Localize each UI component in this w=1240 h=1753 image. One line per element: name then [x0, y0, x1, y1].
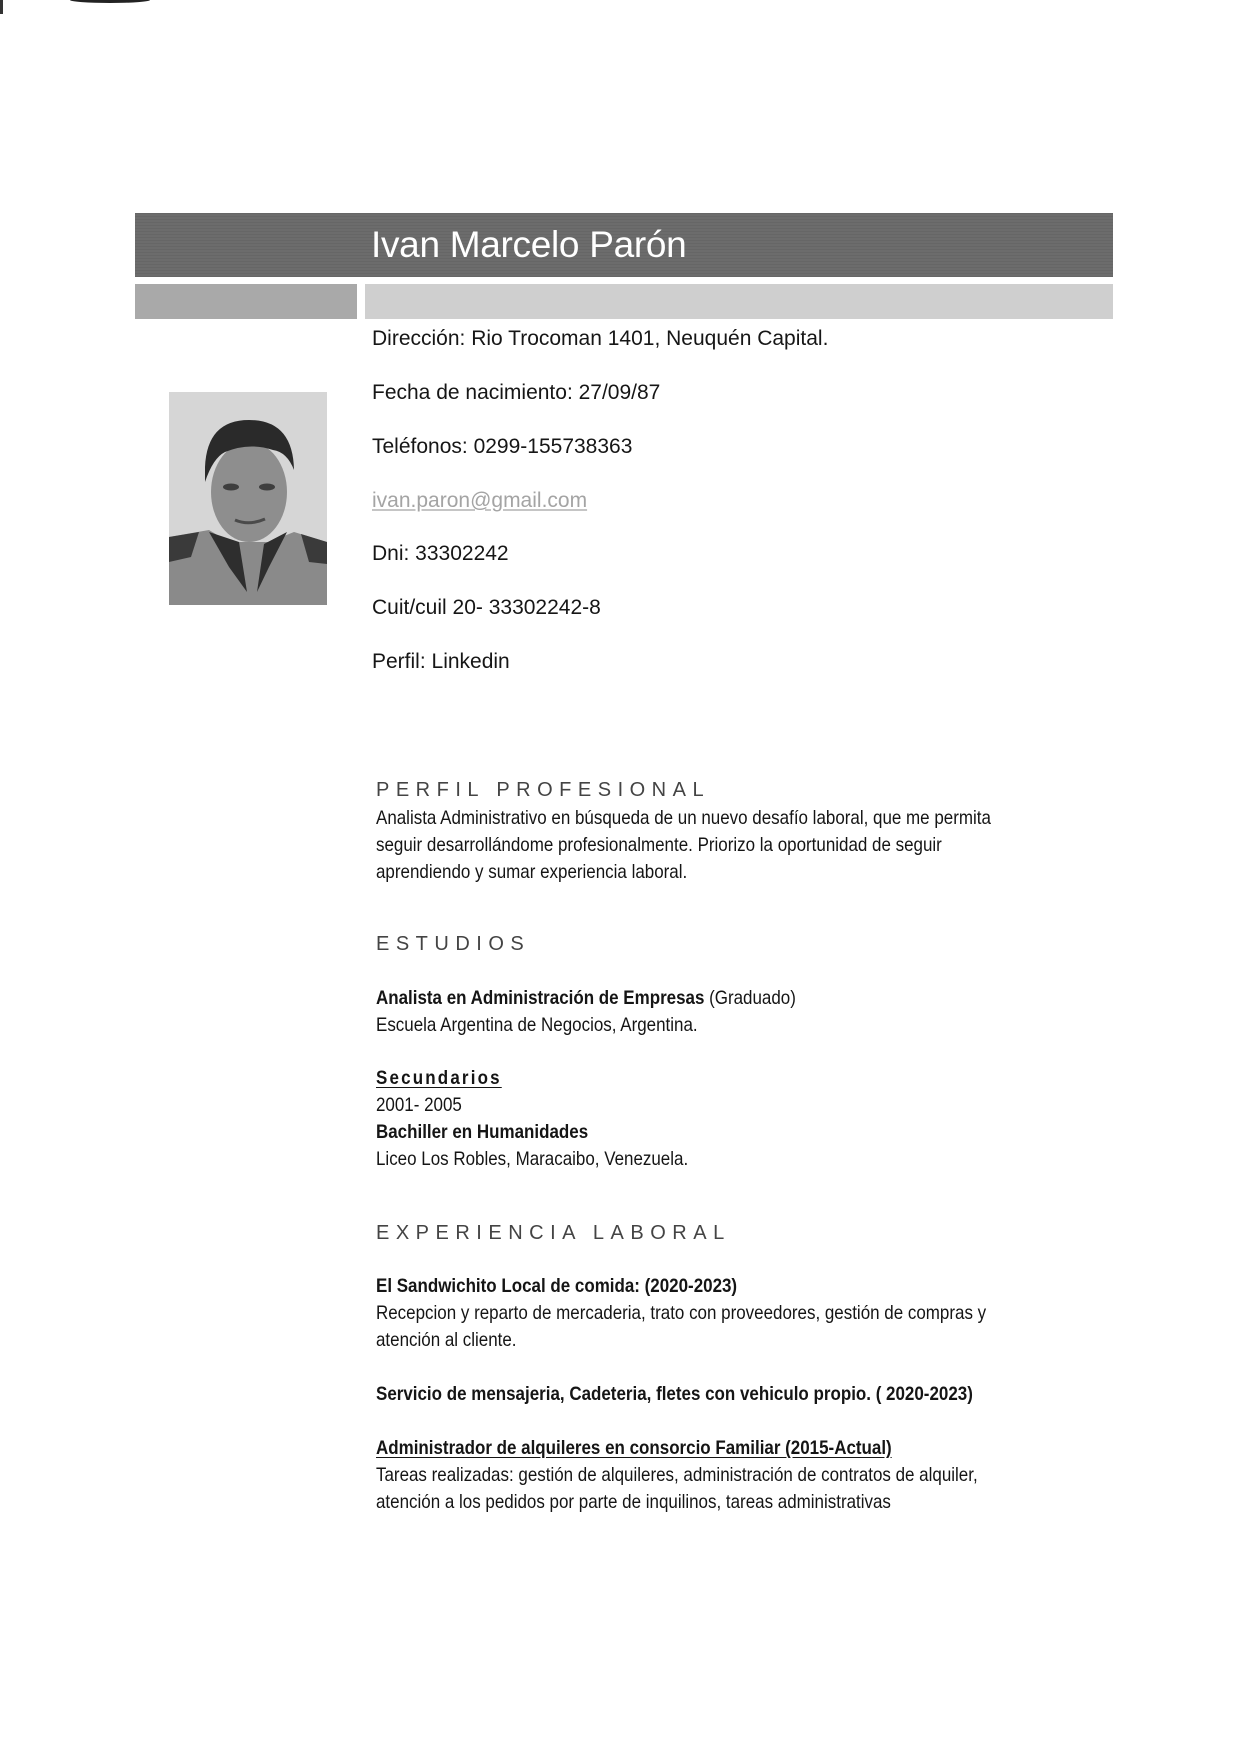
job-line: Recepcion y reparto de mercaderia, trato con proveedores, gestión de compras y — [376, 1302, 987, 1324]
profile-photo — [169, 392, 327, 605]
linkedin-profile[interactable]: Perfil: Linkedin — [372, 650, 510, 673]
job-line: Tareas realizadas: gestión de alquileres, administración de contratos de alquiler, — [376, 1464, 978, 1486]
section-title-experiencia: EXPERIENCIA LABORAL — [376, 1222, 731, 1244]
perfil-line: Analista Administrativo en búsqueda de un nuevo desafío laboral, que me permita — [376, 807, 991, 829]
degree-title: Analista en Administración de Empresas — [376, 987, 705, 1009]
address: Dirección: Rio Trocoman 1401, Neuquén Capital. — [372, 327, 829, 350]
estudio-universitario — [376, 985, 1002, 1039]
sub-bar-right — [365, 284, 1113, 319]
estudio-secundario — [376, 1065, 1002, 1173]
portrait-image — [169, 392, 327, 605]
job-line: atención a los pedidos por parte de inquilinos, tareas administrativas — [376, 1491, 891, 1513]
cuit-cuil: Cuit/cuil 20- 33302242-8 — [372, 596, 601, 619]
secundario-degree: Bachiller en Humanidades — [376, 1121, 589, 1143]
job-entry — [376, 1435, 1002, 1516]
degree-status: (Graduado) — [704, 987, 796, 1009]
job-entry — [376, 1273, 1002, 1354]
job-line: atención al cliente. — [376, 1329, 517, 1351]
dni: Dni: 33302242 — [372, 542, 509, 565]
job-heading: El Sandwichito Local de comida: (2020-2023) — [376, 1275, 738, 1297]
job-heading: Servicio de mensajeria, Cadeteria, fletes con vehiculo propio. ( 2020-2023) — [376, 1383, 973, 1405]
job-heading: Administrador de alquileres en consorcio Familiar (2015-Actual) — [376, 1437, 892, 1459]
job-entry — [376, 1381, 1002, 1408]
birth-date: Fecha de nacimiento: 27/09/87 — [372, 381, 661, 404]
sub-bar-left — [135, 284, 357, 319]
section-title-perfil-profesional: PERFIL PROFESIONAL — [376, 779, 711, 801]
perfil-text — [376, 805, 1002, 886]
scan-smudge — [70, 0, 150, 3]
perfil-line: seguir desarrollándome profesionalmente. Priorizo la oportunidad de seguir — [376, 834, 942, 856]
perfil-line: aprendiendo y sumar experiencia laboral. — [376, 861, 688, 883]
email-link[interactable]: ivan.paron@gmail.com — [372, 489, 588, 512]
scan-edge — [0, 0, 3, 14]
institution: Escuela Argentina de Negocios, Argentina. — [376, 1014, 698, 1036]
secundarios-heading: Secundarios — [376, 1067, 502, 1089]
candidate-name: Ivan Marcelo Parón — [371, 224, 687, 265]
section-title-estudios: ESTUDIOS — [376, 933, 531, 955]
secundario-years: 2001- 2005 — [376, 1094, 462, 1116]
secundario-institution: Liceo Los Robles, Maracaibo, Venezuela. — [376, 1148, 689, 1170]
phone: Teléfonos: 0299-155738363 — [372, 435, 633, 458]
